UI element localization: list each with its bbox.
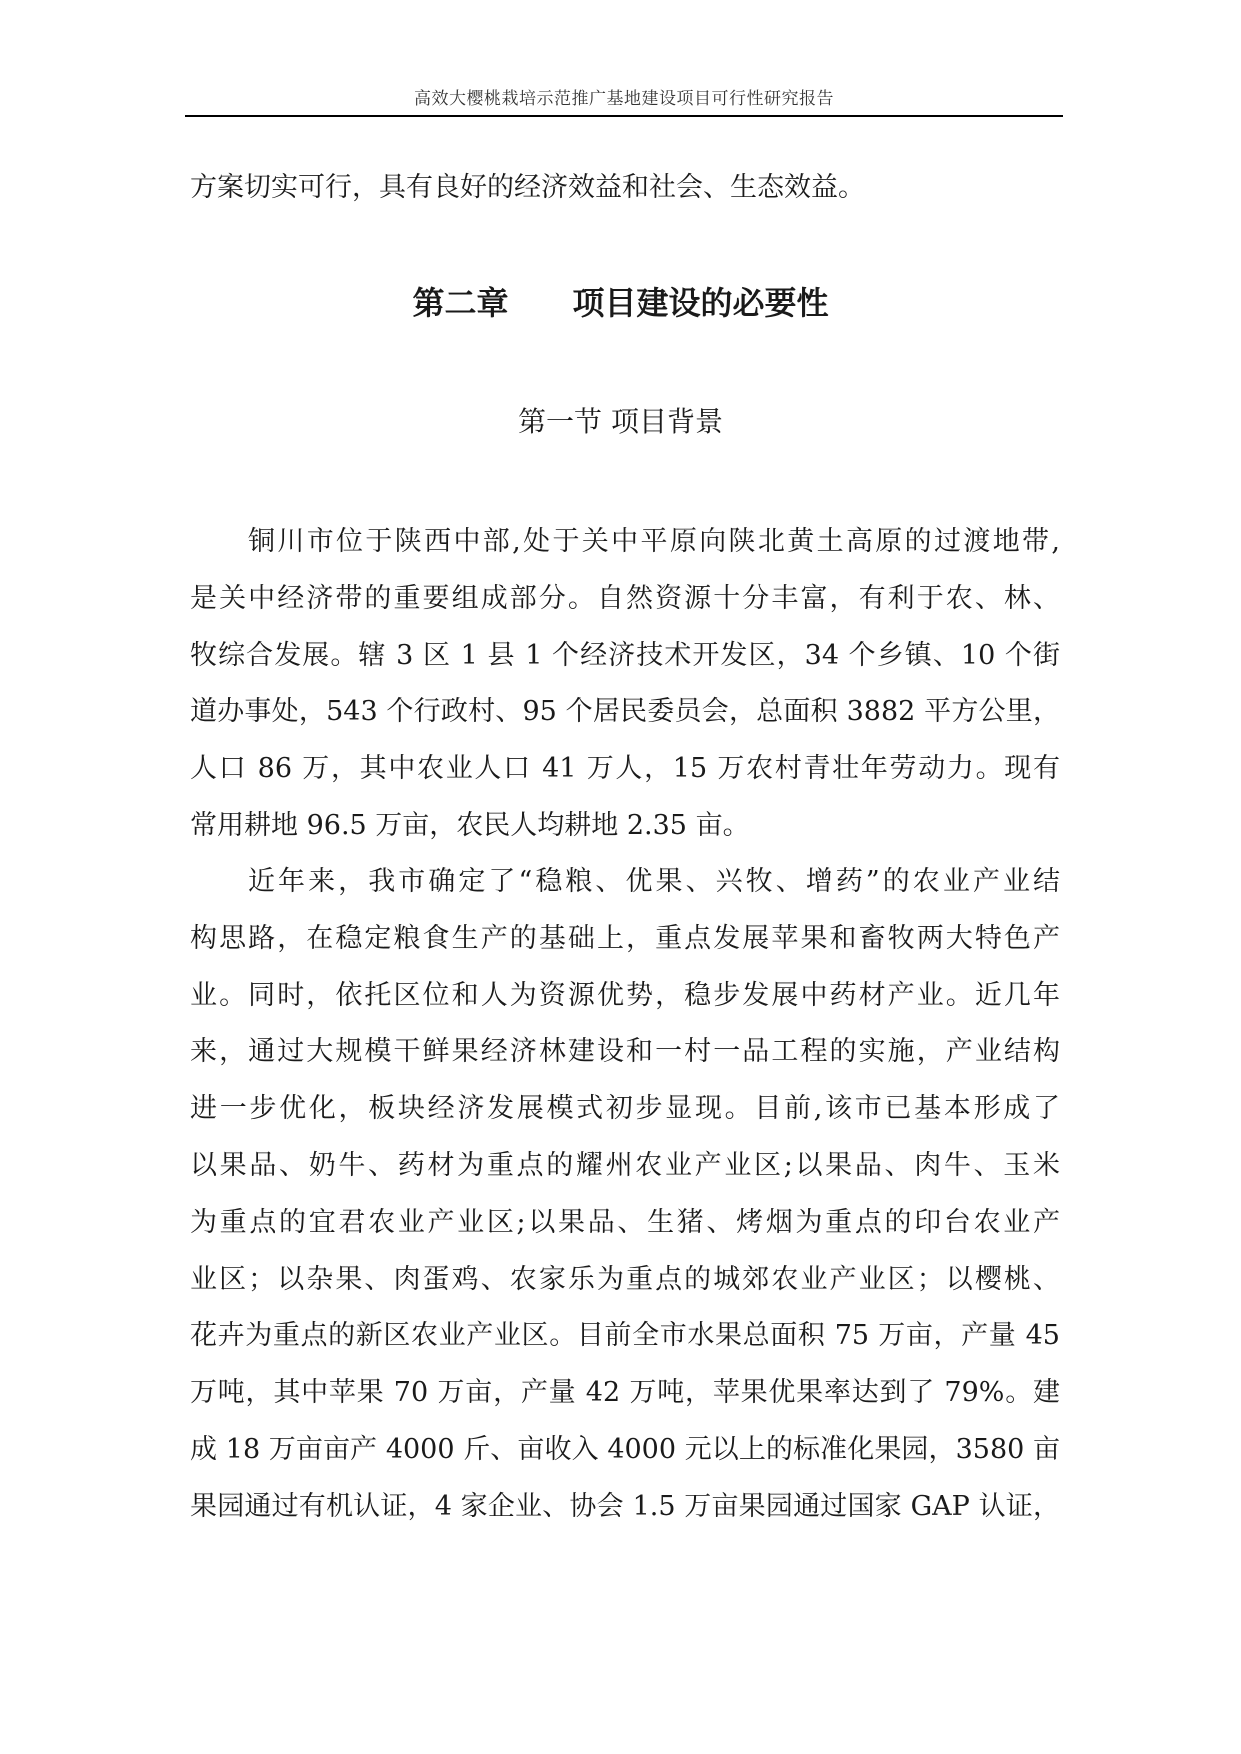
paragraph-line: 进一步优化，板块经济发展模式初步显现。目前,该市已基本形成了 bbox=[190, 1093, 1060, 1125]
paragraph-line: 道办事处，543 个行政村、95 个居民委员会，总面积 3882 平方公里， bbox=[190, 696, 1060, 728]
paragraph-line: 是关中经济带的重要组成部分。自然资源十分丰富，有利于农、林、 bbox=[190, 582, 1060, 614]
chapter-title: 第二章 项目建设的必要性 bbox=[412, 284, 829, 322]
carryover-line: 方案切实可行，具有良好的经济效益和社会、生态效益。 bbox=[190, 172, 865, 203]
paragraph-line: 构思路，在稳定粮食生产的基础上，重点发展苹果和畜牧两大特色产 bbox=[190, 922, 1060, 954]
paragraph-line: 成 18 万亩亩产 4000 斤、亩收入 4000 元以上的标准化果园，3580 亩 bbox=[190, 1433, 1060, 1465]
paragraph-background bbox=[190, 514, 1060, 855]
paragraph-line: 常用耕地 96.5 万亩，农民人均耕地 2.35 亩。 bbox=[190, 809, 750, 841]
paragraph-line: 业区；以杂果、肉蛋鸡、农家乐为重点的城郊农业产业区；以樱桃、 bbox=[190, 1263, 1060, 1295]
header-divider bbox=[185, 115, 1063, 117]
paragraph-line: 来，通过大规模干鲜果经济林建设和一村一品工程的实施，产业结构 bbox=[190, 1036, 1060, 1068]
paragraph-line: 果园通过有机认证，4 家企业、协会 1.5 万亩果园通过国家 GAP 认证， bbox=[190, 1490, 1060, 1522]
paragraph-line: 近年来，我市确定了“稳粮、优果、兴牧、增药”的农业产业结 bbox=[248, 866, 1060, 897]
paragraph-line: 铜川市位于陕西中部,处于关中平原向陕北黄土高原的过渡地带, bbox=[248, 526, 1060, 557]
paragraph-line: 业。同时，依托区位和人为资源优势，稳步发展中药材产业。近几年 bbox=[190, 979, 1060, 1011]
paragraph-line: 牧综合发展。辖 3 区 1 县 1 个经济技术开发区，34 个乡镇、10 个街 bbox=[190, 639, 1060, 671]
running-header: 高效大樱桃栽培示范推广基地建设项目可行性研究报告 bbox=[414, 89, 834, 109]
paragraph-industry-structure bbox=[190, 854, 1060, 1536]
paragraph-line: 万吨，其中苹果 70 万亩，产量 42 万吨，苹果优果率达到了 79%。建 bbox=[190, 1377, 1060, 1409]
paragraph-line: 以果品、奶牛、药材为重点的耀州农业产业区;以果品、肉牛、玉米 bbox=[190, 1149, 1060, 1181]
paragraph-line: 人口 86 万，其中农业人口 41 万人，15 万农村青壮年劳动力。现有 bbox=[190, 753, 1060, 785]
paragraph-line: 花卉为重点的新区农业产业区。目前全市水果总面积 75 万亩，产量 45 bbox=[190, 1320, 1060, 1352]
section-title: 第一节 项目背景 bbox=[518, 405, 723, 438]
paragraph-line: 为重点的宜君农业产业区;以果品、生猪、烤烟为重点的印台农业产 bbox=[190, 1206, 1060, 1238]
